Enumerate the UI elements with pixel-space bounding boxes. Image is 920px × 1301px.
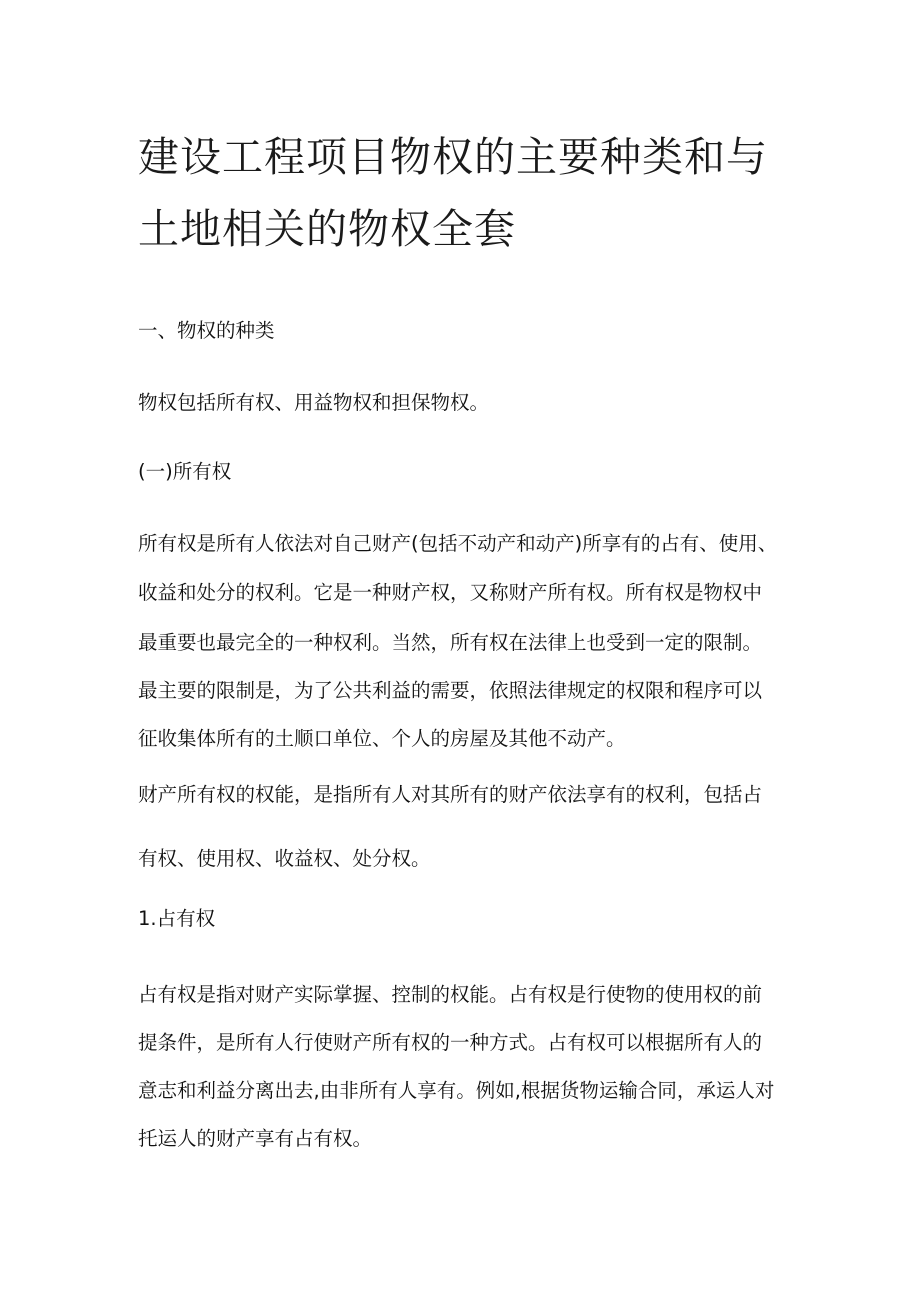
section-heading: 一、物权的种类 — [138, 319, 275, 342]
paragraph-line: 托运人的财产享有占有权。 — [138, 1127, 373, 1150]
item-heading: 1.占有权 — [138, 907, 216, 930]
paragraph-line: 意志和利益分离出去,由非所有人享有。例如,根据货物运输合同，承运人对 — [138, 1079, 775, 1102]
document-title-line-2: 土地相关的物权全套 — [138, 205, 516, 253]
paragraph-line: 有权、使用权、收益权、处分权。 — [138, 847, 431, 870]
paragraph-line: 收益和处分的权利。它是一种财产权，又称财产所有权。所有权是物权中 — [138, 581, 763, 604]
paragraph-line: 财产所有权的权能，是指所有人对其所有的财产依法享有的权利，包括占 — [138, 783, 763, 806]
paragraph-line: 占有权是指对财产实际掌握、控制的权能。占有权是行使物的使用权的前 — [138, 983, 763, 1006]
paragraph-line: 提条件，是所有人行使财产所有权的一种方式。占有权可以根据所有人的 — [138, 1031, 763, 1054]
subsection-heading: (一)所有权 — [138, 460, 232, 483]
document-title-line-1: 建设工程项目物权的主要种类和与 — [138, 133, 768, 181]
intro-paragraph: 物权包括所有权、用益物权和担保物权。 — [138, 391, 490, 414]
paragraph-line: 所有权是所有人依法对自己财产(包括不动产和动产)所享有的占有、使用、 — [138, 532, 778, 555]
paragraph-line: 最主要的限制是，为了公共利益的需要，依照法律规定的权限和程序可以 — [138, 679, 763, 702]
paragraph-line: 征收集体所有的土顺口单位、个人的房屋及其他不动产。 — [138, 727, 626, 750]
paragraph-line: 最重要也最完全的一种权利。当然，所有权在法律上也受到一定的限制。 — [138, 631, 763, 654]
